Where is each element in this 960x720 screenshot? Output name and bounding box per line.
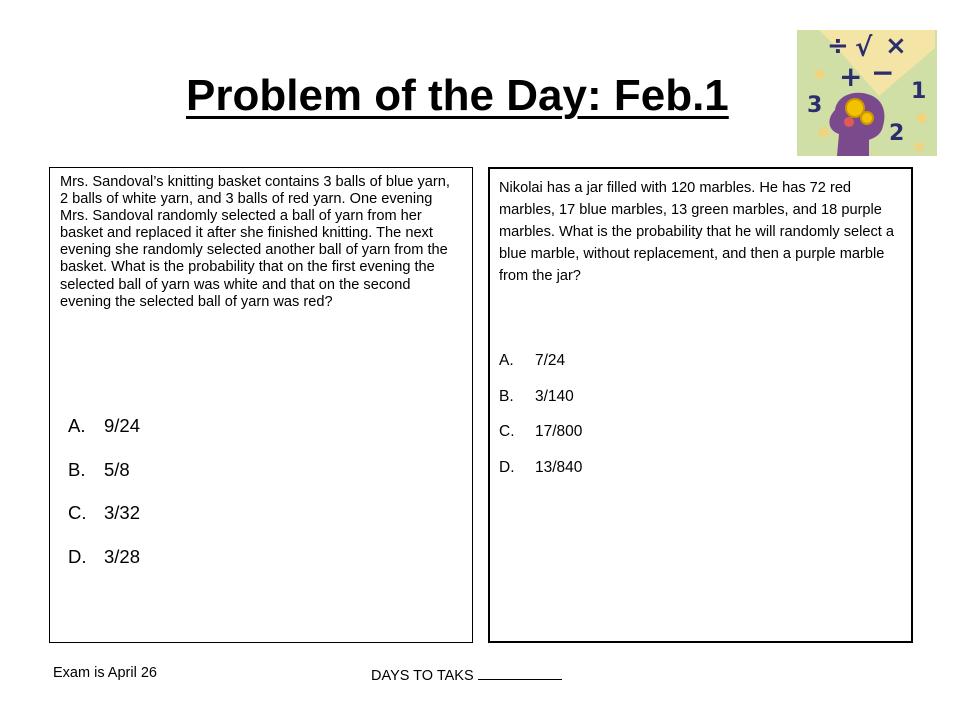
choice-letter: D. bbox=[68, 545, 87, 567]
problem-text: Nikolai has a jar filled with 120 marbles. He has 72 red marbles, 17 blue marbles, 13 green marbles, and 18 purple marbles. What is the probability that he will randomly select a blue marble, without replacement, and then a purple marble from the jar? bbox=[499, 180, 895, 284]
math-head-icon bbox=[797, 30, 937, 156]
root-symbol: √ bbox=[855, 33, 873, 63]
page-title: Problem of the Day: Feb.1 bbox=[186, 71, 729, 120]
choice-a bbox=[499, 351, 582, 387]
choice-d bbox=[68, 546, 140, 590]
choice-c bbox=[68, 502, 140, 546]
problem-card-left bbox=[49, 167, 473, 643]
choice-d bbox=[499, 458, 582, 494]
choice-value: 7/24 bbox=[535, 352, 566, 369]
choice-letter: A. bbox=[68, 415, 86, 436]
choice-b bbox=[499, 387, 582, 423]
days-blank-line bbox=[478, 665, 562, 680]
choice-value: 13/840 bbox=[535, 459, 583, 477]
problem-text: Mrs. Sandoval’s knitting basket contains 3 balls of blue yarn, 2 balls of white yarn, and 3 balls of red yarn. One evening Mrs. Sandoval randomly selected a ball of yarn from her basket and replaced it after she finished knitting. The next evening she randomly selected another ball of yarn from the basket. What is the probability that on the first evening the selected ball of yarn was white and that on the second evening the selected ball of yarn was red? bbox=[60, 174, 450, 310]
choice-letter: B. bbox=[499, 387, 514, 405]
exam-date: Exam is April 26 bbox=[53, 665, 157, 681]
choice-value: 3/140 bbox=[535, 387, 574, 405]
choice-letter: A. bbox=[499, 352, 514, 369]
days-to-taks-label: DAYS TO TAKS bbox=[371, 668, 474, 684]
choice-value: 3/28 bbox=[104, 545, 141, 567]
choice-b bbox=[68, 459, 140, 503]
choice-letter: B. bbox=[68, 458, 86, 480]
choice-value: 5/8 bbox=[104, 458, 130, 480]
divide-symbol: ÷ bbox=[827, 31, 849, 61]
digit-three: 3 bbox=[807, 93, 823, 118]
choice-value: 3/32 bbox=[104, 502, 141, 523]
times-symbol: × bbox=[885, 31, 907, 61]
choice-letter: C. bbox=[68, 502, 87, 523]
answer-choices bbox=[499, 351, 582, 494]
problem-card-right bbox=[488, 167, 913, 643]
days-to-taks bbox=[371, 665, 562, 684]
choice-value: 17/800 bbox=[535, 423, 583, 441]
choice-c bbox=[499, 422, 582, 458]
choice-value: 9/24 bbox=[104, 415, 141, 436]
digit-one: 1 bbox=[911, 79, 927, 104]
choice-a bbox=[68, 415, 140, 459]
svg-text:✱: ✱ bbox=[817, 125, 831, 142]
answer-choices bbox=[68, 415, 140, 589]
digit-two: 2 bbox=[889, 121, 905, 146]
svg-text:✱: ✱ bbox=[813, 67, 827, 84]
choice-letter: D. bbox=[499, 459, 515, 477]
plus-symbol: + bbox=[839, 60, 863, 93]
svg-text:✱: ✱ bbox=[915, 111, 929, 128]
choice-letter: C. bbox=[499, 423, 515, 441]
minus-symbol: − bbox=[871, 56, 895, 89]
svg-text:✱: ✱ bbox=[913, 139, 925, 155]
